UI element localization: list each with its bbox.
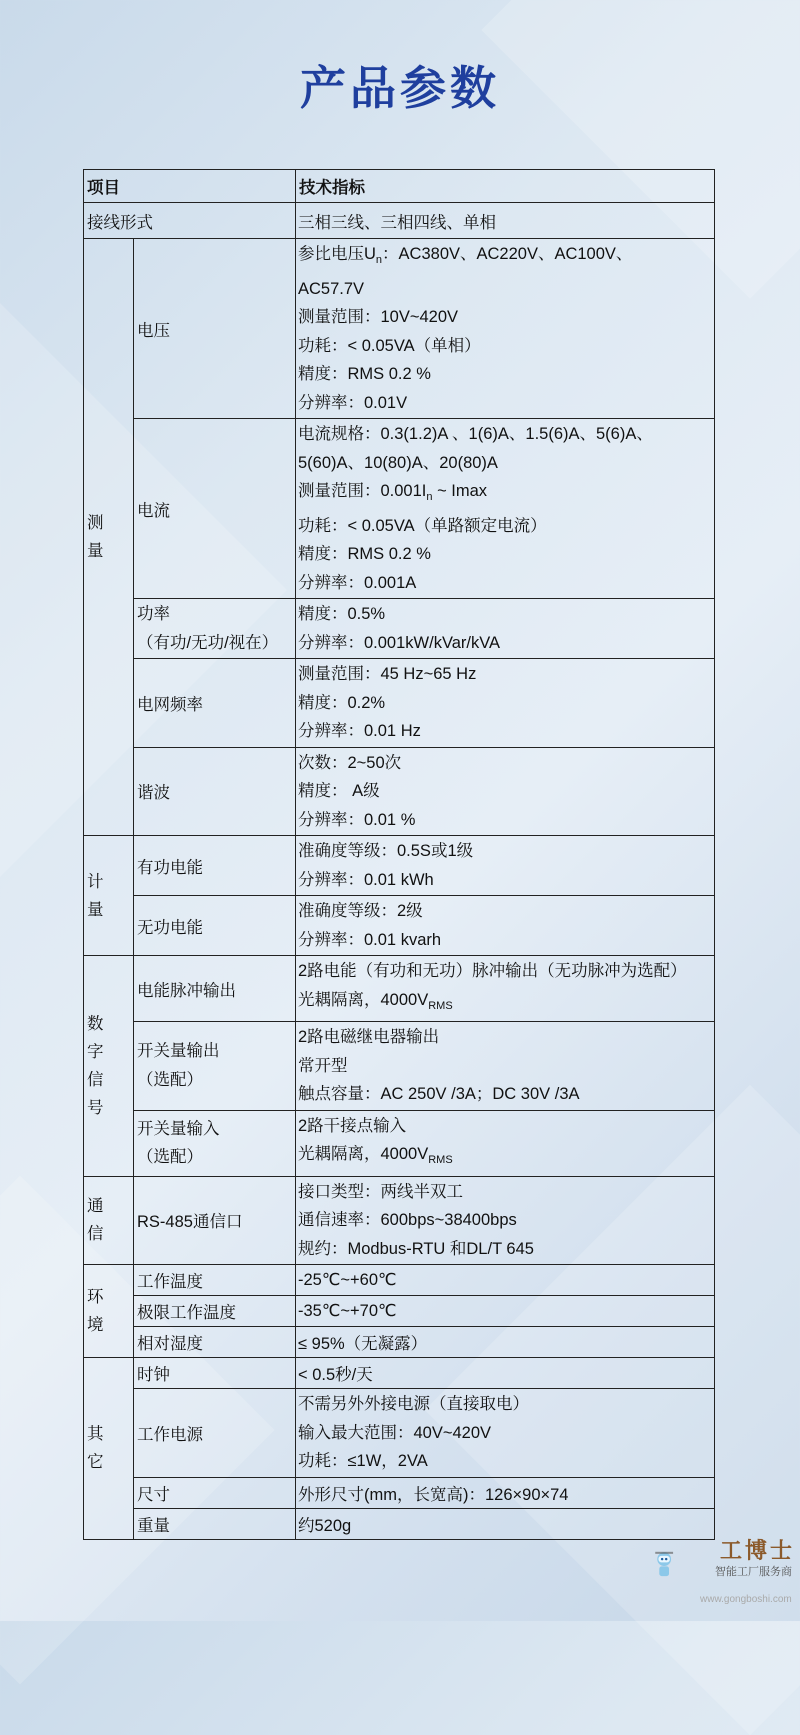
- row-label: 工作电源: [134, 1389, 296, 1478]
- row-label: 电网频率: [134, 659, 296, 748]
- category-other: 其 它: [84, 1358, 134, 1540]
- table-row: [84, 239, 715, 419]
- category-metering: 计 量: [84, 836, 134, 956]
- table-row: [84, 747, 715, 836]
- table-row: [84, 1389, 715, 1478]
- robot-mascot-logo: [652, 1531, 712, 1601]
- category-digital: 数 字 信 号: [84, 956, 134, 1177]
- row-label: 谐波: [134, 747, 296, 836]
- table-row: [84, 1296, 715, 1327]
- row-value: 不需另外外接电源（直接取电） 输入最大范围：40V~420V 功耗：≤1W，2VA: [296, 1389, 715, 1478]
- row-value: -35℃~+70℃: [296, 1296, 715, 1327]
- table-row: [84, 1477, 715, 1508]
- table-row: [84, 659, 715, 748]
- row-value: 参比电压$U_n$：AC380V、AC220V、AC100V、 AC57.7V 测量范围：10V~420V 功耗：< 0.05VA（单相） 精度：RMS 0.2 % 分辨率：0.01V: [296, 239, 715, 419]
- row-value: 2路干接点输入 光耦隔离，$4000V_{RMS}$: [296, 1110, 715, 1176]
- row-label: 重量: [134, 1508, 296, 1539]
- spec-table: [83, 169, 715, 1540]
- row-label: 功率 （有功/无功/视在）: [134, 599, 296, 659]
- table-row: [84, 1022, 715, 1111]
- watermark-url: www.gongboshi.com: [700, 1594, 792, 1605]
- row-value: 准确度等级：0.5S或1级 分辨率：0.01 kWh: [296, 836, 715, 896]
- table-row: [84, 896, 715, 956]
- row-label: 电流: [134, 419, 296, 599]
- row-label: 相对湿度: [134, 1327, 296, 1358]
- table-row: [84, 1176, 715, 1265]
- category-env: 环 境: [84, 1265, 134, 1358]
- table-row: [84, 1265, 715, 1296]
- row-value: 2路电能（有功和无功）脉冲输出（无功脉冲为选配） 光耦隔离，$4000V_{RMS}$: [296, 956, 715, 1022]
- category-measure: 测 量: [84, 239, 134, 836]
- row-label: 接线形式: [84, 203, 296, 239]
- header-spec: 技术指标: [296, 170, 715, 203]
- row-value: 电流规格：0.3(1.2)A 、1(6)A、1.5(6)A、5(6)A、 5(60)A、10(80)A、20(80)A 测量范围：$0.001I_n$ ~ Imax 功耗：< 0.05VA（单路额定电流） 精度：RMS 0.2 % 分辨率：0.001A: [296, 419, 715, 599]
- watermark-title: 工博士: [720, 1538, 796, 1563]
- table-row: [84, 599, 715, 659]
- row-label: 无功电能: [134, 896, 296, 956]
- row-value: 准确度等级：2级 分辨率：0.01 kvarh: [296, 896, 715, 956]
- table-row: [84, 419, 715, 599]
- row-value: 约520g: [296, 1508, 715, 1539]
- table-row: [84, 1508, 715, 1539]
- row-label: 时钟: [134, 1358, 296, 1389]
- row-value: 精度：0.5% 分辨率：0.001kW/kVar/kVA: [296, 599, 715, 659]
- row-value: 外形尺寸(mm，长宽高)：126×90×74: [296, 1477, 715, 1508]
- row-value: 三相三线、三相四线、单相: [296, 203, 715, 239]
- table-row: [84, 1327, 715, 1358]
- page-title: 产品参数: [300, 61, 500, 115]
- row-value: 2路电磁继电器输出 常开型 触点容量：AC 250V /3A；DC 30V /3A: [296, 1022, 715, 1111]
- row-value: 测量范围：45 Hz~65 Hz 精度：0.2% 分辨率：0.01 Hz: [296, 659, 715, 748]
- row-value: 接口类型：两线半双工 通信速率：600bps~38400bps 规约：Modbus-RTU 和DL/T 645: [296, 1176, 715, 1265]
- row-label: 工作温度: [134, 1265, 296, 1296]
- table-header-row: [84, 170, 715, 203]
- table-row: [84, 836, 715, 896]
- table-row: [84, 203, 715, 239]
- row-value: 次数：2~50次 精度： A级 分辨率：0.01 %: [296, 747, 715, 836]
- row-label: 电压: [134, 239, 296, 419]
- row-label: RS-485通信口: [134, 1176, 296, 1265]
- row-value: ≤ 95%（无凝露）: [296, 1327, 715, 1358]
- row-value: < 0.5秒/天: [296, 1358, 715, 1389]
- row-label: 开关量输入 （选配）: [134, 1110, 296, 1176]
- row-value: -25℃~+60℃: [296, 1265, 715, 1296]
- header-item: 项目: [84, 170, 296, 203]
- row-label: 尺寸: [134, 1477, 296, 1508]
- row-label: 极限工作温度: [134, 1296, 296, 1327]
- watermark-subtitle: 智能工厂服务商: [715, 1566, 792, 1578]
- category-comm: 通 信: [84, 1176, 134, 1265]
- row-label: 电能脉冲输出: [134, 956, 296, 1022]
- table-row: [84, 1110, 715, 1176]
- table-row: [84, 1358, 715, 1389]
- row-label: 有功电能: [134, 836, 296, 896]
- table-row: [84, 956, 715, 1022]
- row-label: 开关量输出 （选配）: [134, 1022, 296, 1111]
